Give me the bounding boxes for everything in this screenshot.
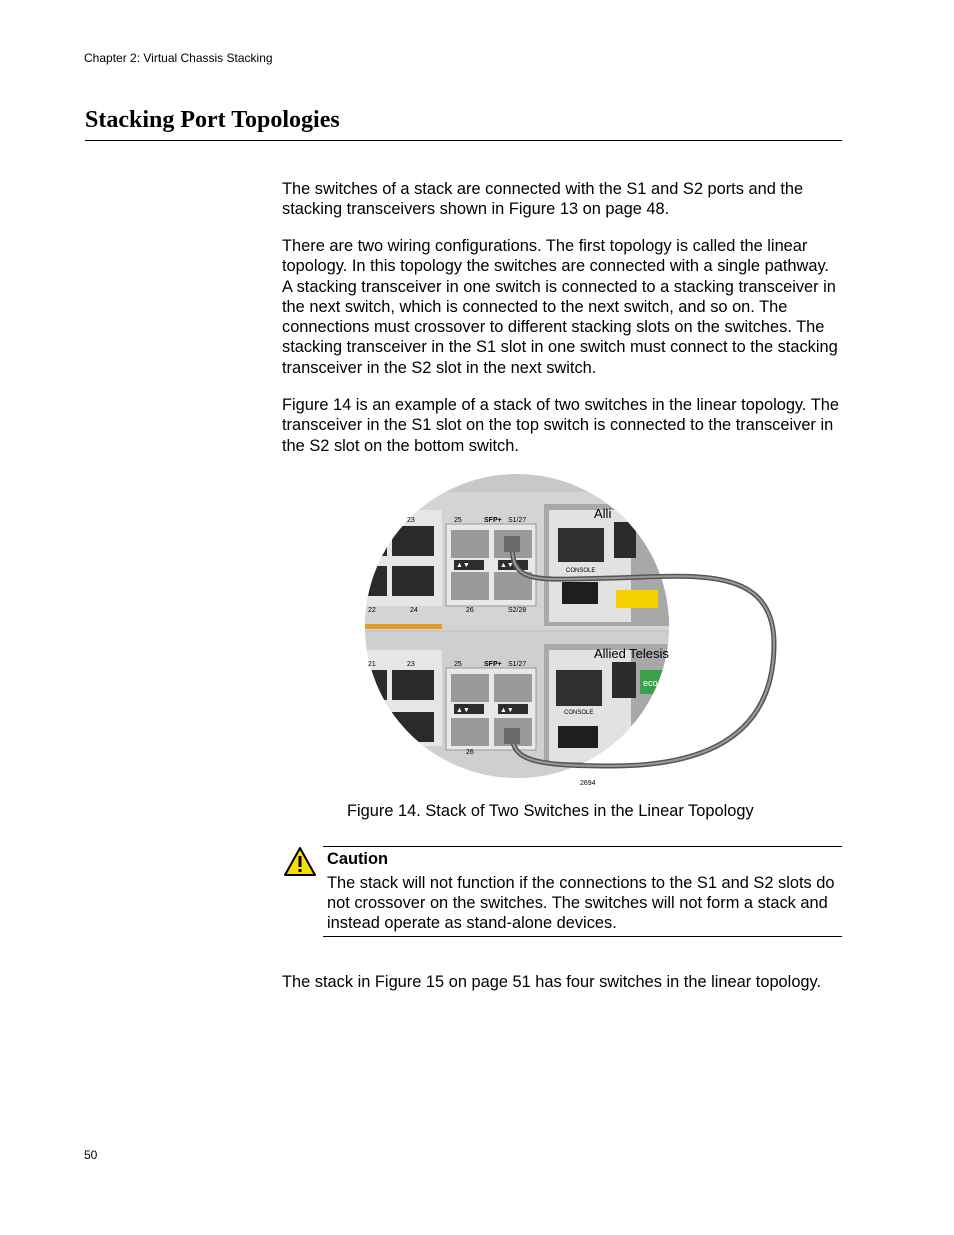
label-top-s1: S1/27 [508,517,527,524]
figure-caption: Figure 14. Stack of Two Switches in the Linear Topology [347,802,754,820]
figure-stack-linear-topology [362,474,782,792]
title-rule [85,140,842,141]
label-bottom-21: 21 [368,661,376,668]
label-top-arrows-1: ▲▼ [456,562,470,569]
label-top-sfp: SFP+ [484,517,502,524]
label-top-brand: Alli [594,506,612,521]
label-bottom-s1: S1/27 [508,661,527,668]
running-head: Chapter 2: Virtual Chassis Stacking [84,51,273,65]
body-paragraph-2: There are two wiring configurations. The first topology is called the linear topology. In this topology the switches are connected with a single pathway. A stacking transceiver in one switch is connected to a stacking transceiver in the next switch, which is connected to the next switch, and so on. The connections must crossover to different stacking slots on the switches. The stacking transceiver in the S1 slot in one switch must connect to the stacking transceiver in the S2 slot in the next switch. [282,237,838,377]
top-s1-connector [504,536,520,552]
caution-heading: Caution [327,850,389,868]
caution-top-rule [323,846,842,847]
label-top-24: 24 [410,607,418,614]
body-paragraph-3: Figure 14 is an example of a stack of two switches in the linear topology. The transceiver in the S1 slot on the top switch is connected to the transceiver in the S2 slot on the bottom switch. [282,396,839,455]
label-bottom-brand: Allied Telesis [594,646,669,661]
caution-text: The stack will not function if the connections to the S1 and S2 slots do not crossover on the switches. The switches will not form a stack and instead operate as stand-alone devices. [327,874,835,932]
label-top-s2: S2/28 [508,607,527,614]
label-top-23: 23 [407,517,415,524]
label-bottom-arrows-1: ▲▼ [456,707,470,714]
label-bottom-arrows-2: ▲▼ [500,707,514,714]
body-paragraph-1: The switches of a stack are connected with the S1 and S2 ports and the stacking transceivers shown in Figure 13 on page 48. [282,180,804,219]
caution-warning-icon [283,846,317,877]
section-title: Stacking Port Topologies [85,107,340,133]
label-bottom-sfp: SFP+ [484,661,502,668]
label-top-22: 22 [368,607,376,614]
label-top-26: 26 [466,607,474,614]
body-paragraph-4: The stack in Figure 15 on page 51 has four switches in the linear topology. [282,973,822,991]
label-top-arrows-2: ▲▼ [500,562,514,569]
label-top-25: 25 [454,517,462,524]
label-bottom-23: 23 [407,661,415,668]
label-bottom-eco: eco [643,678,658,688]
label-bottom-26: 26 [466,749,474,756]
page-number: 50 [84,1148,98,1162]
label-top-console: CONSOLE [566,568,596,574]
figure-drawing-number: 2694 [580,780,596,787]
bottom-s2-connector [504,728,520,744]
caution-bottom-rule [323,936,842,937]
label-bottom-25: 25 [454,661,462,668]
switch-stack-illustration [362,474,782,792]
label-bottom-console: CONSOLE [564,710,594,716]
